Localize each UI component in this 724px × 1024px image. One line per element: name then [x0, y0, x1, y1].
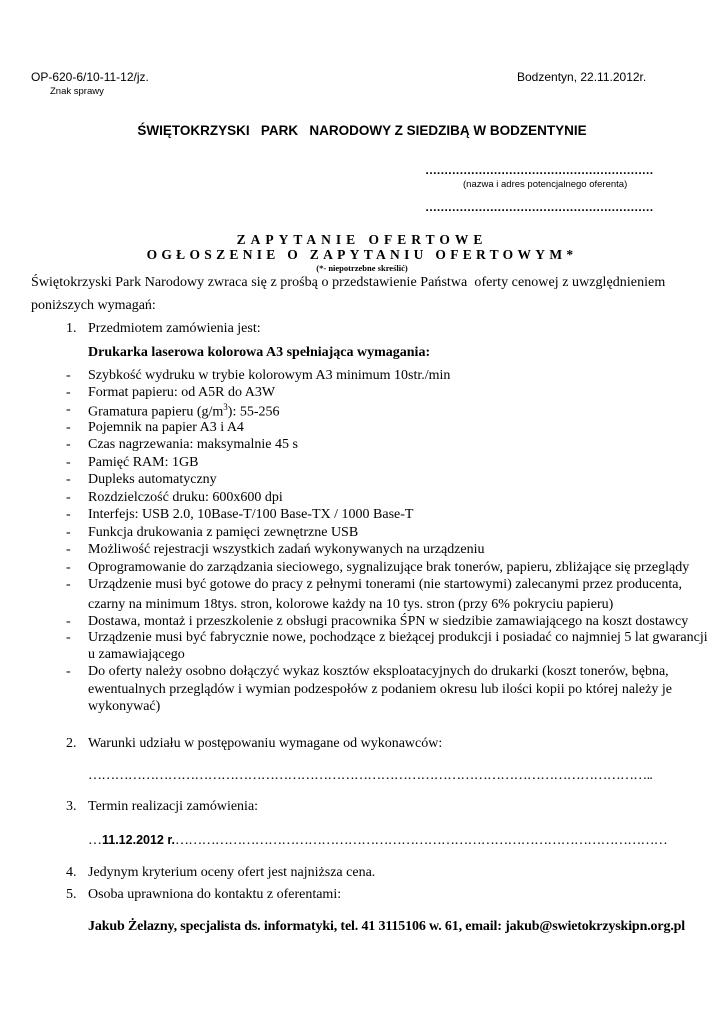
- requirement-item-continued: u zamawiającego: [88, 647, 185, 662]
- requirement-item: Interfejs: USB 2.0, 10Base-T/100 Base-TX / 1000 Base-T: [88, 507, 414, 522]
- bullet: -: [66, 455, 71, 470]
- bullet: -: [66, 560, 71, 575]
- requirement-item: Format papieru: od A5R do A3W: [88, 385, 276, 400]
- bullet: -: [66, 402, 71, 417]
- section-3-label: Termin realizacji zamówienia:: [88, 799, 259, 814]
- requirement-item-continued: ewentualnych przeglądów i wymian podzespołów z podaniem okresu lub ilości kopii po której należy je: [88, 682, 672, 697]
- bullet: -: [66, 614, 71, 629]
- section-4-label: Jedynym kryterium oceny ofert jest najniższa cena.: [88, 865, 376, 880]
- addressee-caption: (nazwa i adres potencjalnego oferenta): [463, 179, 628, 190]
- requirement-item: Oprogramowanie do zarządzania sieciowego, sygnalizujące brak tonerów, papieru, zbliżające się przeglądy: [88, 560, 690, 575]
- requirement-item-continued: czarny na minimum 18tys. stron, kolorowe każdy na 10 tys. stron (przy 6% pokryciu papieru): [88, 597, 614, 612]
- requirement-item: Dostawa, montaż i przeszkolenie z obsługi pracownika ŚPN w siedzibie zamawiającego na koszt dostawcy: [88, 614, 689, 629]
- bullet: -: [66, 630, 71, 645]
- requirement-item: Pojemnik na papier A3 i A4: [88, 420, 244, 435]
- requirement-item: Gramatura papieru $(g/m^3)$: 55-256: [88, 402, 280, 420]
- section-3-number: 3.: [66, 799, 77, 814]
- bullet: -: [66, 577, 71, 592]
- reference-caption: Znak sprawy: [50, 86, 104, 97]
- section-4-number: 4.: [66, 865, 77, 880]
- requirement-item: Urządzenie musi być gotowe do pracy z pełnymi tonerami (nie startowymi) zalecanymi przez producenta,: [88, 577, 682, 592]
- section-1-number: 1.: [66, 321, 77, 336]
- bullet: -: [66, 437, 71, 452]
- requirement-item-continued: wykonywać): [88, 699, 161, 714]
- section-5-label: Osoba uprawniona do kontaktu z oferentami:: [88, 887, 342, 902]
- place-date: Bodzentyn, 22.11.2012r.: [517, 70, 647, 84]
- addressee-line-1: ……………………………………………………: [425, 163, 654, 177]
- bullet: -: [66, 525, 71, 540]
- deadline-date: 11.12.2012 r.: [102, 833, 175, 847]
- section-1-label: Przedmiotem zamówienia jest:: [88, 321, 261, 336]
- requirement-item: Urządzenie musi być fabrycznie nowe, pochodzące z bieżącej produkcji i posiadać co najmniej 5 lat gwarancji: [88, 630, 708, 645]
- bullet: -: [66, 507, 71, 522]
- title-note: (*- niepotrzebne skreślić): [316, 263, 408, 273]
- institution-name: ŚWIĘTOKRZYSKI PARK NARODOWY Z SIEDZIBĄ W BODZENTYNIE: [137, 123, 587, 138]
- conditions-fill-line: ………………………………………………………………………………………………………………..: [88, 768, 653, 783]
- requirement-item: Do oferty należy osobno dołączyć wykaz kosztów eksploatacyjnych do drukarki (koszt tonerów, bębna,: [88, 664, 669, 679]
- requirement-item: Możliwość rejestracji wszystkich zadań wykonywanych na urządzeniu: [88, 542, 485, 557]
- requirement-item: Szybkość wydruku w trybie kolorowym A3 minimum 10str./min: [88, 368, 451, 383]
- requirement-item: Dupleks automatyczny: [88, 472, 217, 487]
- deadline-line: …11.12.2012 r.…………………………………………………………………………………………………: [88, 833, 668, 848]
- bullet: -: [66, 472, 71, 487]
- order-subject: Drukarka laserowa kolorowa A3 spełniająca wymagania:: [88, 345, 431, 360]
- requirement-item: Czas nagrzewania: maksymalnie 45 s: [88, 437, 298, 452]
- bullet: -: [66, 420, 71, 435]
- document-title: ZAPYTANIE OFERTOWE: [236, 232, 488, 247]
- requirement-item: Pamięć RAM: 1GB: [88, 455, 199, 470]
- requirement-item: Rozdzielczość druku: 600x600 dpi: [88, 490, 283, 505]
- section-2-label: Warunki udziału w postępowaniu wymagane od wykonawców:: [88, 736, 443, 751]
- document-subtitle: OGŁOSZENIE O ZAPYTANIU OFERTOWYM*: [146, 247, 578, 262]
- requirement-item: Funkcja drukowania z pamięci zewnętrzne USB: [88, 525, 359, 540]
- bullet: -: [66, 368, 71, 383]
- bullet: -: [66, 664, 71, 679]
- bullet: -: [66, 542, 71, 557]
- contact-person: Jakub Żelazny, specjalista ds. informatyki, tel. 41 3115106 w. 61, email: jakub@swietokrzyskipn.org.pl: [88, 919, 686, 934]
- intro-line-2: poniższych wymagań:: [31, 298, 156, 313]
- bullet: -: [66, 490, 71, 505]
- section-5-number: 5.: [66, 887, 77, 902]
- bullet: -: [66, 385, 71, 400]
- section-2-number: 2.: [66, 736, 77, 751]
- intro-line-1: Świętokrzyski Park Narodowy zwraca się z prośbą o przedstawienie Państwa oferty cenowej z uwzględnieniem: [31, 275, 666, 290]
- reference-number: OP-620-6/10-11-12/jz.: [31, 70, 149, 84]
- addressee-line-2: ……………………………………………………: [425, 200, 654, 214]
